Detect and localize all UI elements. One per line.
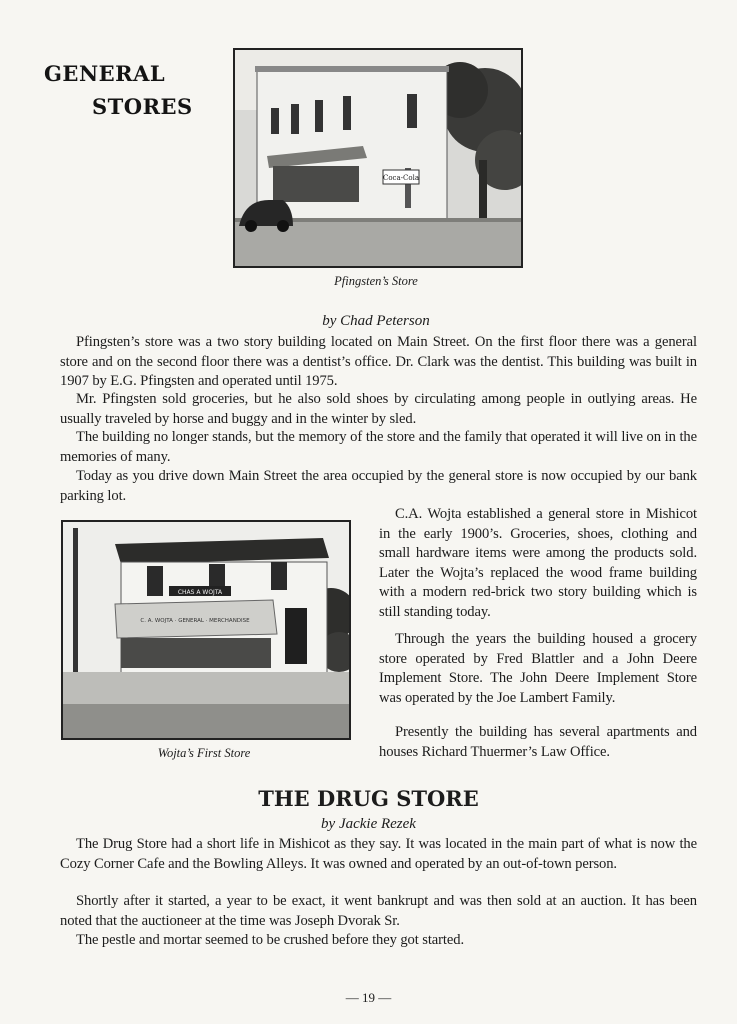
paragraph-drug-store-2: Shortly after it started, a year to be exact, it went bankrupt and was then sold at an auction. It has been noted that the auctioneer at the time was Joseph Dvorak Sr. (60, 893, 697, 929)
drug-store-title: THE DRUG STORE (258, 786, 479, 811)
paragraph-pfingsten-2: Mr. Pfingsten sold groceries, but he also sold shoes by circulating among people in outlying areas. He usually traveled by horse and buggy and in the winter by sled. (60, 391, 697, 427)
section-title-line2: STORES (92, 94, 193, 119)
section-title-line1: GENERAL (44, 61, 166, 86)
page-number: — 19 — (345, 990, 392, 1005)
paragraph-wojta-2: Through the years the building housed a grocery store operated by Fred Blattler and a John Deere Implement Store. The John Deere Implement Store was operated by the Joe Lambert Family. (379, 631, 697, 706)
coca-cola-sign: Coca-Cola (382, 174, 420, 182)
byline-chad-peterson: by Chad Peterson (322, 313, 430, 329)
paragraph-drug-store-3: The pestle and mortar seemed to be crushed before they got started. (76, 932, 464, 948)
paragraph-drug-store-1: The Drug Store had a short life in Mishicot as they say. It was located in the main part of what is now the Cozy Corner Cafe and the Bowling Alleys. It was owned and operated by an out-of-town person. (60, 836, 697, 872)
photo-caption-wojta: Wojta’s First Store (157, 746, 251, 760)
pfingsten-store-photo (233, 48, 523, 268)
paragraph-wojta-1: C.A. Wojta established a general store in Mishicot in the early 1900’s. Groceries, shoes, clothing and small hardware items were among the products sold. Later the Wojta’s replaced the wood frame building with a modern red-brick two story building which is still standing today. (379, 506, 697, 620)
paragraph-wojta-3: Presently the building has several apartments and houses Richard Thuermer’s Law Office. (379, 724, 697, 760)
wojta-awning-sign: C. A. WOJTA · GENERAL · MERCHANDISE (140, 618, 250, 624)
wojta-store-photo (61, 520, 351, 740)
byline-jackie-rezek: by Jackie Rezek (321, 816, 416, 832)
photo-caption-pfingsten: Pfingsten’s Store (334, 274, 418, 288)
paragraph-pfingsten-3: The building no longer stands, but the memory of the store and the family that operated it will live on in the memories of many. (60, 429, 697, 465)
paragraph-pfingsten-1: Pfingsten’s store was a two story building located on Main Street. On the first floor there was a general store and on the second floor there was a dentist’s office. Dr. Clark was the dentist. This building was built in 1907 by E.G. Pfingsten and operated until 1975. (60, 334, 697, 389)
wojta-upper-sign: CHAS A WOJTA (177, 589, 223, 596)
paragraph-pfingsten-4: Today as you drive down Main Street the area occupied by the general store is now occupied by our bank parking lot. (60, 468, 697, 504)
